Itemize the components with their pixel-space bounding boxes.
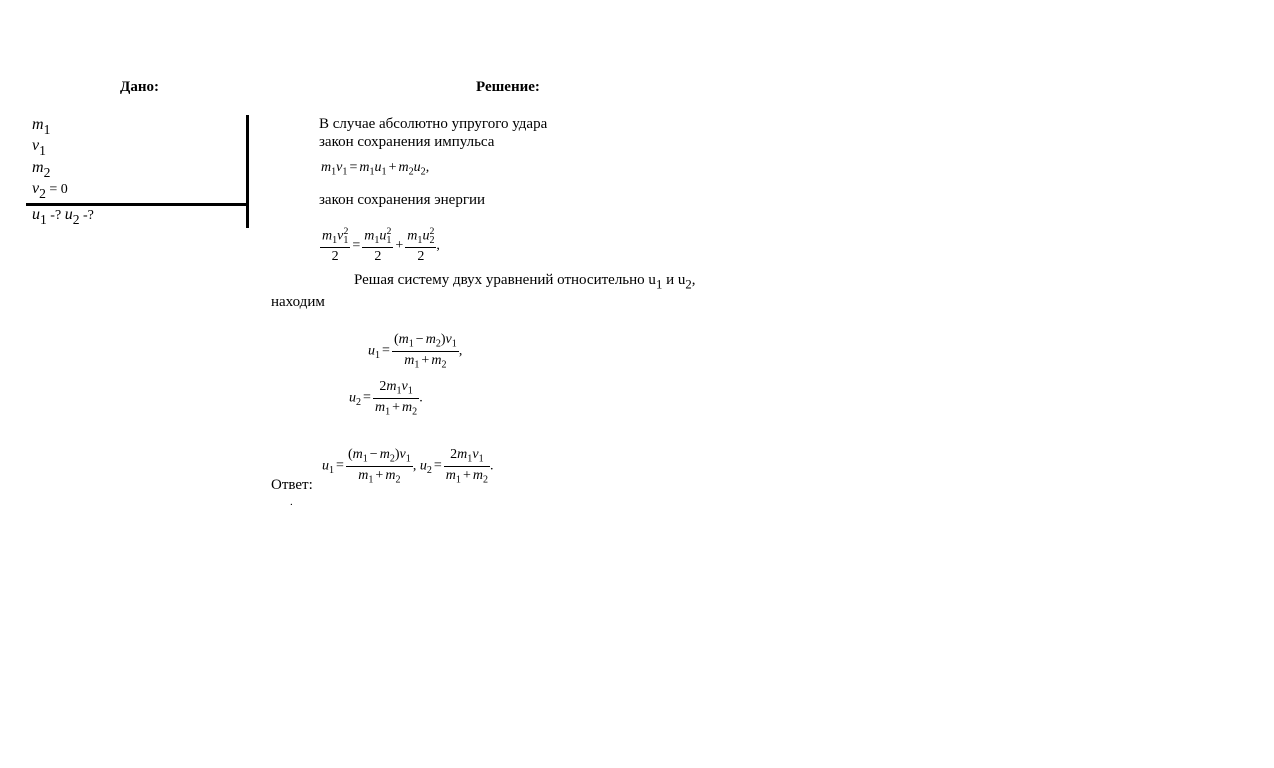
given-v1: $v_1$: [32, 137, 46, 158]
solution-line-4: Решая систему двух уравнений относительно $u_1$ и $u_2$,: [354, 272, 696, 292]
given-m2: $m_2$: [32, 159, 51, 180]
solution-line-3: закон сохранения энергии: [319, 192, 486, 208]
given-vertical-divider: [246, 115, 249, 228]
solution-line-1: В случае абсолютно упругого удара: [319, 116, 548, 132]
u1-formula: $u_1$ = $\frac{(m_1 - m_2)v_1}{m_1 + m_2}$ ,: [368, 332, 463, 371]
answer-formulas: $u_1$ = $\frac{(m_1 - m_2)v_1}{m_1 + m_2}$ , $u_2$ = $\frac{2m_1v_1}{m_1 + m_2}$ .: [322, 447, 494, 486]
energy-equation: $\frac{m_1v_1^2}{2}$ = $\frac{m_1u_1^2}{2}$ + $\frac{m_1u_2^2}{2}$ ,: [322, 226, 440, 264]
answer-label: Ответ:: [271, 477, 313, 493]
solution-header: Решение:: [476, 79, 540, 95]
u2-formula: $u_2$ = $\frac{2m_1v_1}{m_1 + m_2}$ .: [349, 379, 423, 418]
given-v2: $v_2 = 0$: [32, 180, 68, 201]
given-m1: $m_1$: [32, 116, 51, 137]
trailing-dot: .: [290, 496, 293, 508]
momentum-equation: $m_1v_1 = m_1u_1 + m_2u_2$,: [321, 160, 430, 178]
solution-line-2: закон сохранения импульса: [319, 134, 495, 150]
given-find: $u_1$ -? $u_2$ -?: [32, 206, 94, 227]
given-header: Дано:: [120, 79, 159, 95]
solution-line-5: находим: [271, 294, 325, 310]
